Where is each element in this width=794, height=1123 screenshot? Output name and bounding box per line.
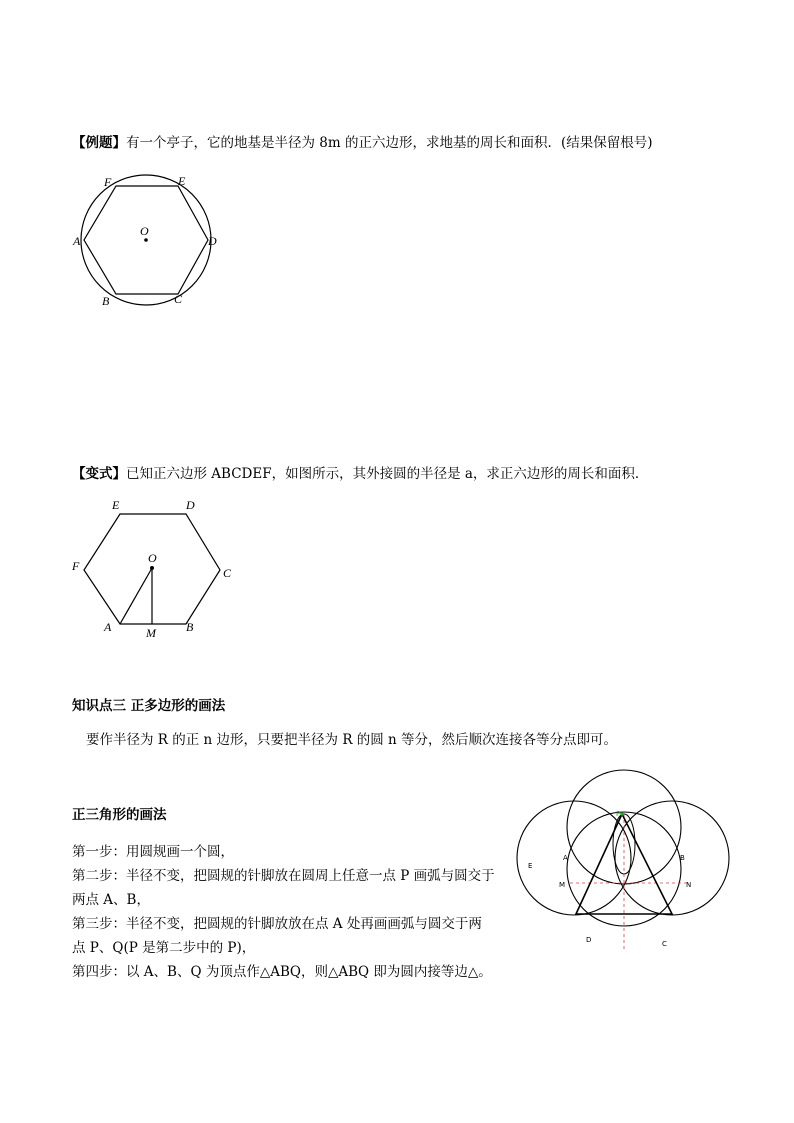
label-b: B	[102, 294, 110, 308]
label-f: F	[72, 559, 80, 573]
label-o: O	[140, 224, 149, 238]
variant-tag: 【变式】	[72, 466, 126, 482]
knowledge-heading: 知识点三 正多边形的画法	[72, 698, 226, 714]
label-d: D	[208, 234, 217, 248]
example-text: 有一个亭子，它的地基是半径为 8m 的正六边形，求地基的周长和面积．(结果保留根号)	[126, 135, 653, 151]
label-a: A	[73, 234, 81, 248]
label-c: C	[223, 566, 232, 580]
knowledge-text: 要作半径为 R 的正 n 边形，只要把半径为 R 的圆 n 等分，然后顺次连接各等分点即可。	[86, 732, 618, 748]
center-dot	[144, 238, 148, 242]
label-c: C	[174, 292, 183, 306]
label-a: A	[563, 854, 568, 862]
label-e: E	[528, 862, 533, 870]
label-e: E	[178, 174, 186, 188]
step-line-5: 点 P、Q(P 是第二步中的 P)，	[72, 940, 256, 956]
step-line-3: 两点 A、B，	[72, 892, 150, 908]
radius-oa	[120, 568, 152, 624]
label-a: A	[104, 620, 112, 634]
step-line-2: 第二步：半径不变，把圆规的针脚放在圆周上任意一点 P 画弧与圆交于	[72, 868, 495, 884]
label-n: N	[686, 881, 692, 889]
point-p-dot	[620, 812, 624, 816]
label-f: F	[104, 175, 112, 189]
example-tag: 【例题】	[72, 135, 126, 151]
variant-text: 已知正六边形 ABCDEF，如图所示，其外接圆的半径是 a，求正六边形的周长和面积．	[126, 466, 649, 482]
hexagon-figure-1	[68, 172, 228, 312]
triangle-heading: 正三角形的画法	[72, 807, 167, 823]
center-dot	[150, 566, 154, 570]
label-b: B	[186, 620, 194, 634]
triangle-construction-figure	[510, 766, 738, 962]
label-o: O	[148, 551, 157, 565]
label-d: D	[586, 936, 592, 944]
label-m: M	[559, 881, 566, 889]
label-p: P	[616, 810, 621, 818]
label-d: D	[186, 498, 195, 512]
label-c: C	[662, 940, 667, 948]
label-b: B	[680, 854, 685, 862]
step-line-6: 第四步：以 A、B、Q 为顶点作△ABQ，则△ABQ 即为圆内接等边△。	[72, 964, 492, 980]
label-m: M	[146, 626, 156, 640]
example-problem	[72, 134, 653, 152]
label-e: E	[112, 498, 120, 512]
variant-problem	[72, 465, 648, 483]
step-line-1: 第一步：用圆规画一个圆，	[72, 844, 234, 860]
step-line-4: 第三步：半径不变，把圆规的针脚放放在点 A 处再画画弧与圆交于两	[72, 916, 482, 932]
hexagon-figure-2	[68, 494, 248, 644]
